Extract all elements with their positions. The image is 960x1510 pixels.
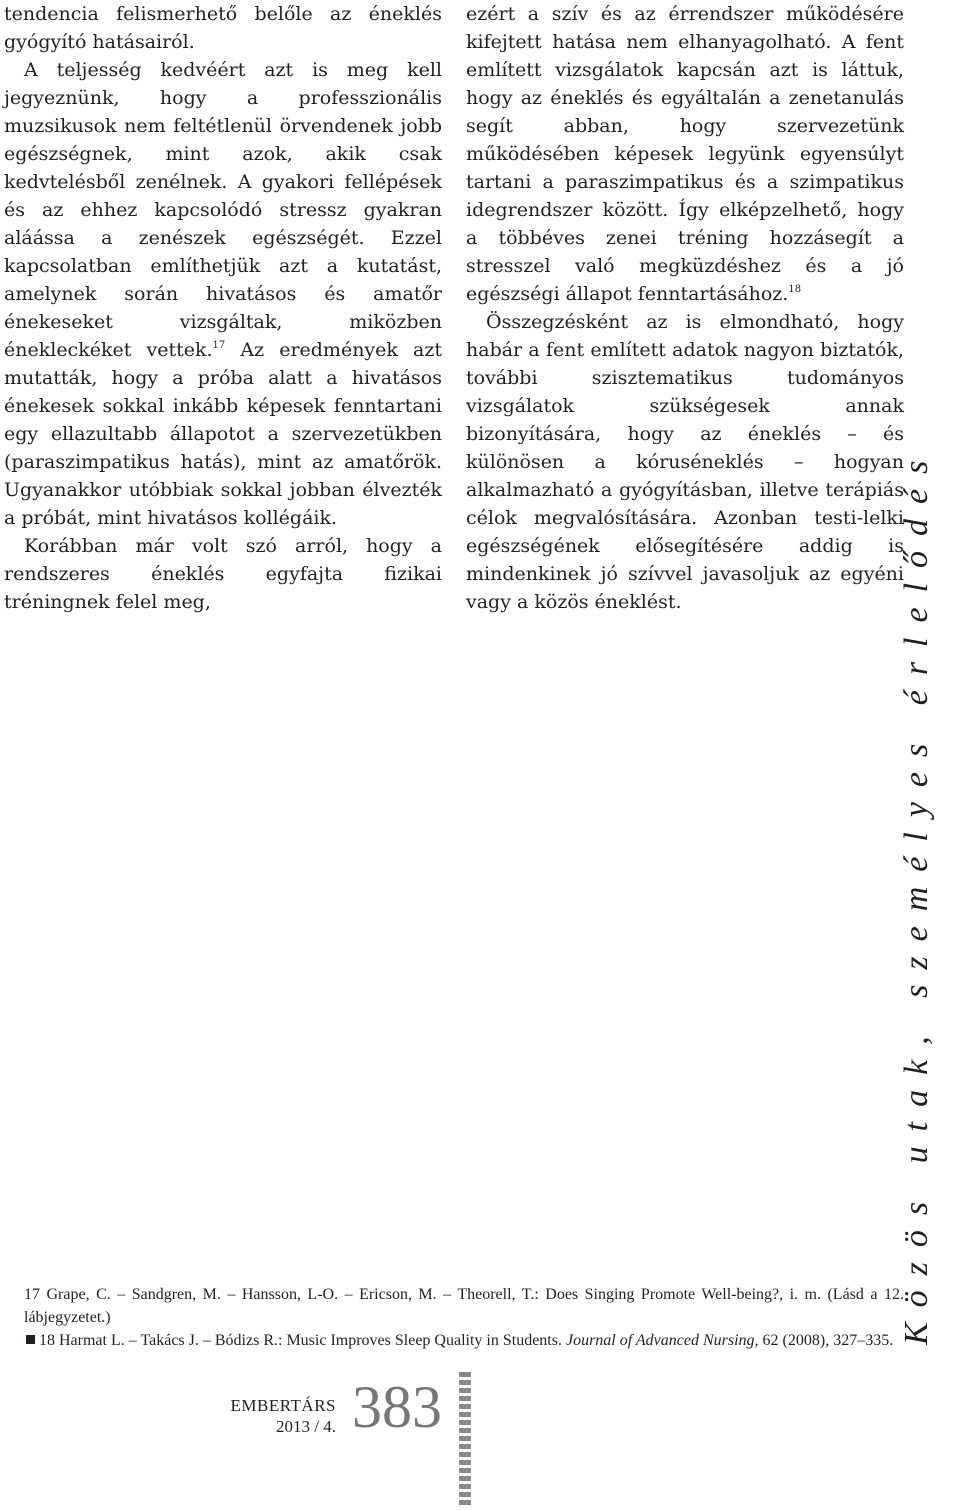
section-title-vertical: Közös utak, személyes érlelődés xyxy=(898,445,935,1345)
paragraph xyxy=(466,0,904,308)
right-column xyxy=(466,0,904,616)
footnote-ref-17[interactable]: 17 xyxy=(212,340,226,351)
paragraph-text: ezért a szív és az érrendszer működésére kifejtett hatása nem elhanyagolható. A fent említett vizsgálatok kapcsán azt is láttuk, hogy az éneklés és egyáltalán a zenetanulás segít abban, hogy szervezetünk működésében képesek legyünk egyensúlyt tartani a paraszimpatikus és a szimpatikus idegrendszer között. Így elképzelhető, hogy a többéves zenei tréning hozzásegít a stresszel való megküzdéshez és a jó egészségi állapot fenntartásához. xyxy=(466,3,904,305)
footnote-ref-18[interactable]: 18 xyxy=(788,284,802,295)
footnote-18-text: 18 Harmat L. – Takács J. – Bódizs R.: Music Improves Sleep Quality in Students. xyxy=(39,1332,566,1349)
footnotes xyxy=(24,1283,904,1352)
dotted-divider xyxy=(459,1372,471,1508)
paragraph: Összegzésként az is elmondható, hogy habár a fent említett adatok nagyon biztatók, további szisztematikus tudományos vizsgálatok szükségesek annak bizonyítására, hogy az éneklés – és különösen a kóruséneklés – hogyan alkalmazható a gyógyításban, illetve terápiás célok megvalósítására. Azonban testi-lelki egészségének elősegítésére addig is mindenkinek jó szívvel javasoljuk az egyéni vagy a közös éneklést. xyxy=(466,311,904,613)
paragraph-text: Az eredmények azt mutatták, hogy a próba alatt a hivatásos énekesek sokkal inkább képesek fenntartani egy ellazultabb állapotot a szervezetükben (paraszimpatikus hatás), mint az amatőrök. Ugyanakkor utóbbiak sokkal jobban élvezték a próbát, mint hivatásos kollégáik. xyxy=(4,339,443,529)
footnote-18 xyxy=(24,1329,904,1352)
paragraph xyxy=(4,56,442,532)
footnote-18-pages: 62 (2008), 327–335. xyxy=(758,1332,894,1349)
journal-issue: 2013 / 4. xyxy=(276,1417,336,1436)
paragraph-text: A teljesség kedvéért azt is meg kell jegyeznünk, hogy a professzionális muzsikusok nem feltétlenül örvendenek jobb egészségnek, mint azok, akik csak kedvtelésből zenélnek. A gyakori fellépések és az ehhez kapcsolódó stressz gyakran aláássa a zenészek egészségét. Ezzel kapcsolatban említhetjük azt a kutatást, amelynek során hivatásos és amatőr énekeseket vizsgáltak, miközben énekleckéket vettek. xyxy=(4,59,442,361)
square-bullet-icon xyxy=(26,1335,35,1344)
footnote-18-journal: Journal of Advanced Nursing, xyxy=(565,1332,759,1349)
page-number: 383 xyxy=(352,1374,442,1440)
footnote-17: 17 Grape, C. – Sandgren, M. – Hansson, L-O. – Ericson, M. – Theorell, T.: Does Singing Promote Well-being?, i. m. (Lásd a 12. lábjegyzetet.) xyxy=(24,1286,904,1326)
paragraph: Korábban már volt szó arról, hogy a rendszeres éneklés egyfajta fizikai tréningnek felel meg, xyxy=(4,535,442,613)
journal-info xyxy=(218,1395,336,1437)
journal-name: EMBERTÁRS xyxy=(230,1396,336,1415)
left-column xyxy=(4,0,442,616)
paragraph: tendencia felismerhető belőle az éneklés gyógyító hatásairól. xyxy=(4,3,442,53)
